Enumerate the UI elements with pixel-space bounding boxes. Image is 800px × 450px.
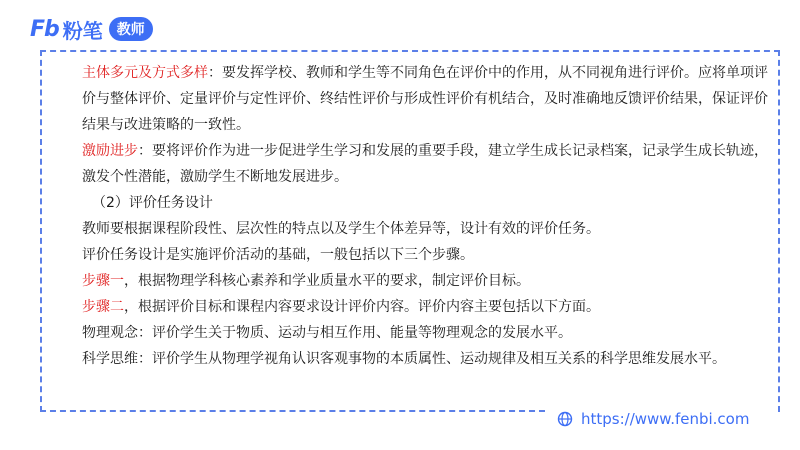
logo-badge: 教师 xyxy=(109,17,153,41)
footer-url[interactable] xyxy=(557,410,749,428)
frame-border-left xyxy=(40,50,42,412)
highlight-lead: 步骤二 xyxy=(82,299,124,315)
highlight-lead: 激励进步 xyxy=(82,143,138,159)
paragraph-text: ：要将评价作为进一步促进学生学习和发展的重要手段，建立学生成长记录档案，记录学生成长轨迹，激发个性潜能，激励学生不断地发展进步。 xyxy=(82,143,768,185)
paragraph-task-design: 教师要根据课程阶段性、层次性的特点以及学生个体差异等，设计有效的评价任务。 xyxy=(82,221,600,237)
section-heading: （2）评价任务设计 xyxy=(92,195,213,211)
highlight-lead: 主体多元及方式多样 xyxy=(82,65,208,81)
fenbi-logo xyxy=(30,16,153,42)
frame-border-bottom xyxy=(40,410,545,412)
paragraph-physics-concepts: 物理观念：评价学生关于物质、运动与相互作用、能量等物理观念的发展水平。 xyxy=(82,325,572,341)
logo-mark: Fb xyxy=(30,16,59,42)
paragraph-motivate-progress xyxy=(82,138,772,190)
paragraph-scientific-thinking: 科学思维：评价学生从物理学视角认识客观事物的本质属性、运动规律及相互关系的科学思维发展水平。 xyxy=(82,351,726,367)
paragraph-text: ：要发挥学校、教师和学生等不同角色在评价中的作用，从不同视角进行评价。应将单项评价与整体评价、定量评价与定性评价、终结性评价与形成性评价有机结合，及时准确地反馈评价结果，保证评价结果与改进策略的一致性。 xyxy=(82,65,768,133)
document-body xyxy=(82,60,772,372)
paragraph-text: ，根据物理学科核心素养和学业质量水平的要求，制定评价目标。 xyxy=(124,273,530,289)
paragraph-diverse-subjects xyxy=(82,60,772,138)
paragraph-step-two xyxy=(82,294,772,320)
highlight-lead: 步骤一 xyxy=(82,273,124,289)
url-text[interactable]: https://www.fenbi.com xyxy=(581,410,750,428)
frame-border-top xyxy=(40,50,780,52)
paragraph-task-basis: 评价任务设计是实施评价活动的基础，一般包括以下三个步骤。 xyxy=(82,247,474,263)
paragraph-text: ，根据评价目标和课程内容要求设计评价内容。评价内容主要包括以下方面。 xyxy=(124,299,600,315)
frame-border-right xyxy=(778,50,780,412)
paragraph-step-one xyxy=(82,268,772,294)
logo-name: 粉笔 xyxy=(62,18,103,43)
globe-icon xyxy=(557,411,573,427)
